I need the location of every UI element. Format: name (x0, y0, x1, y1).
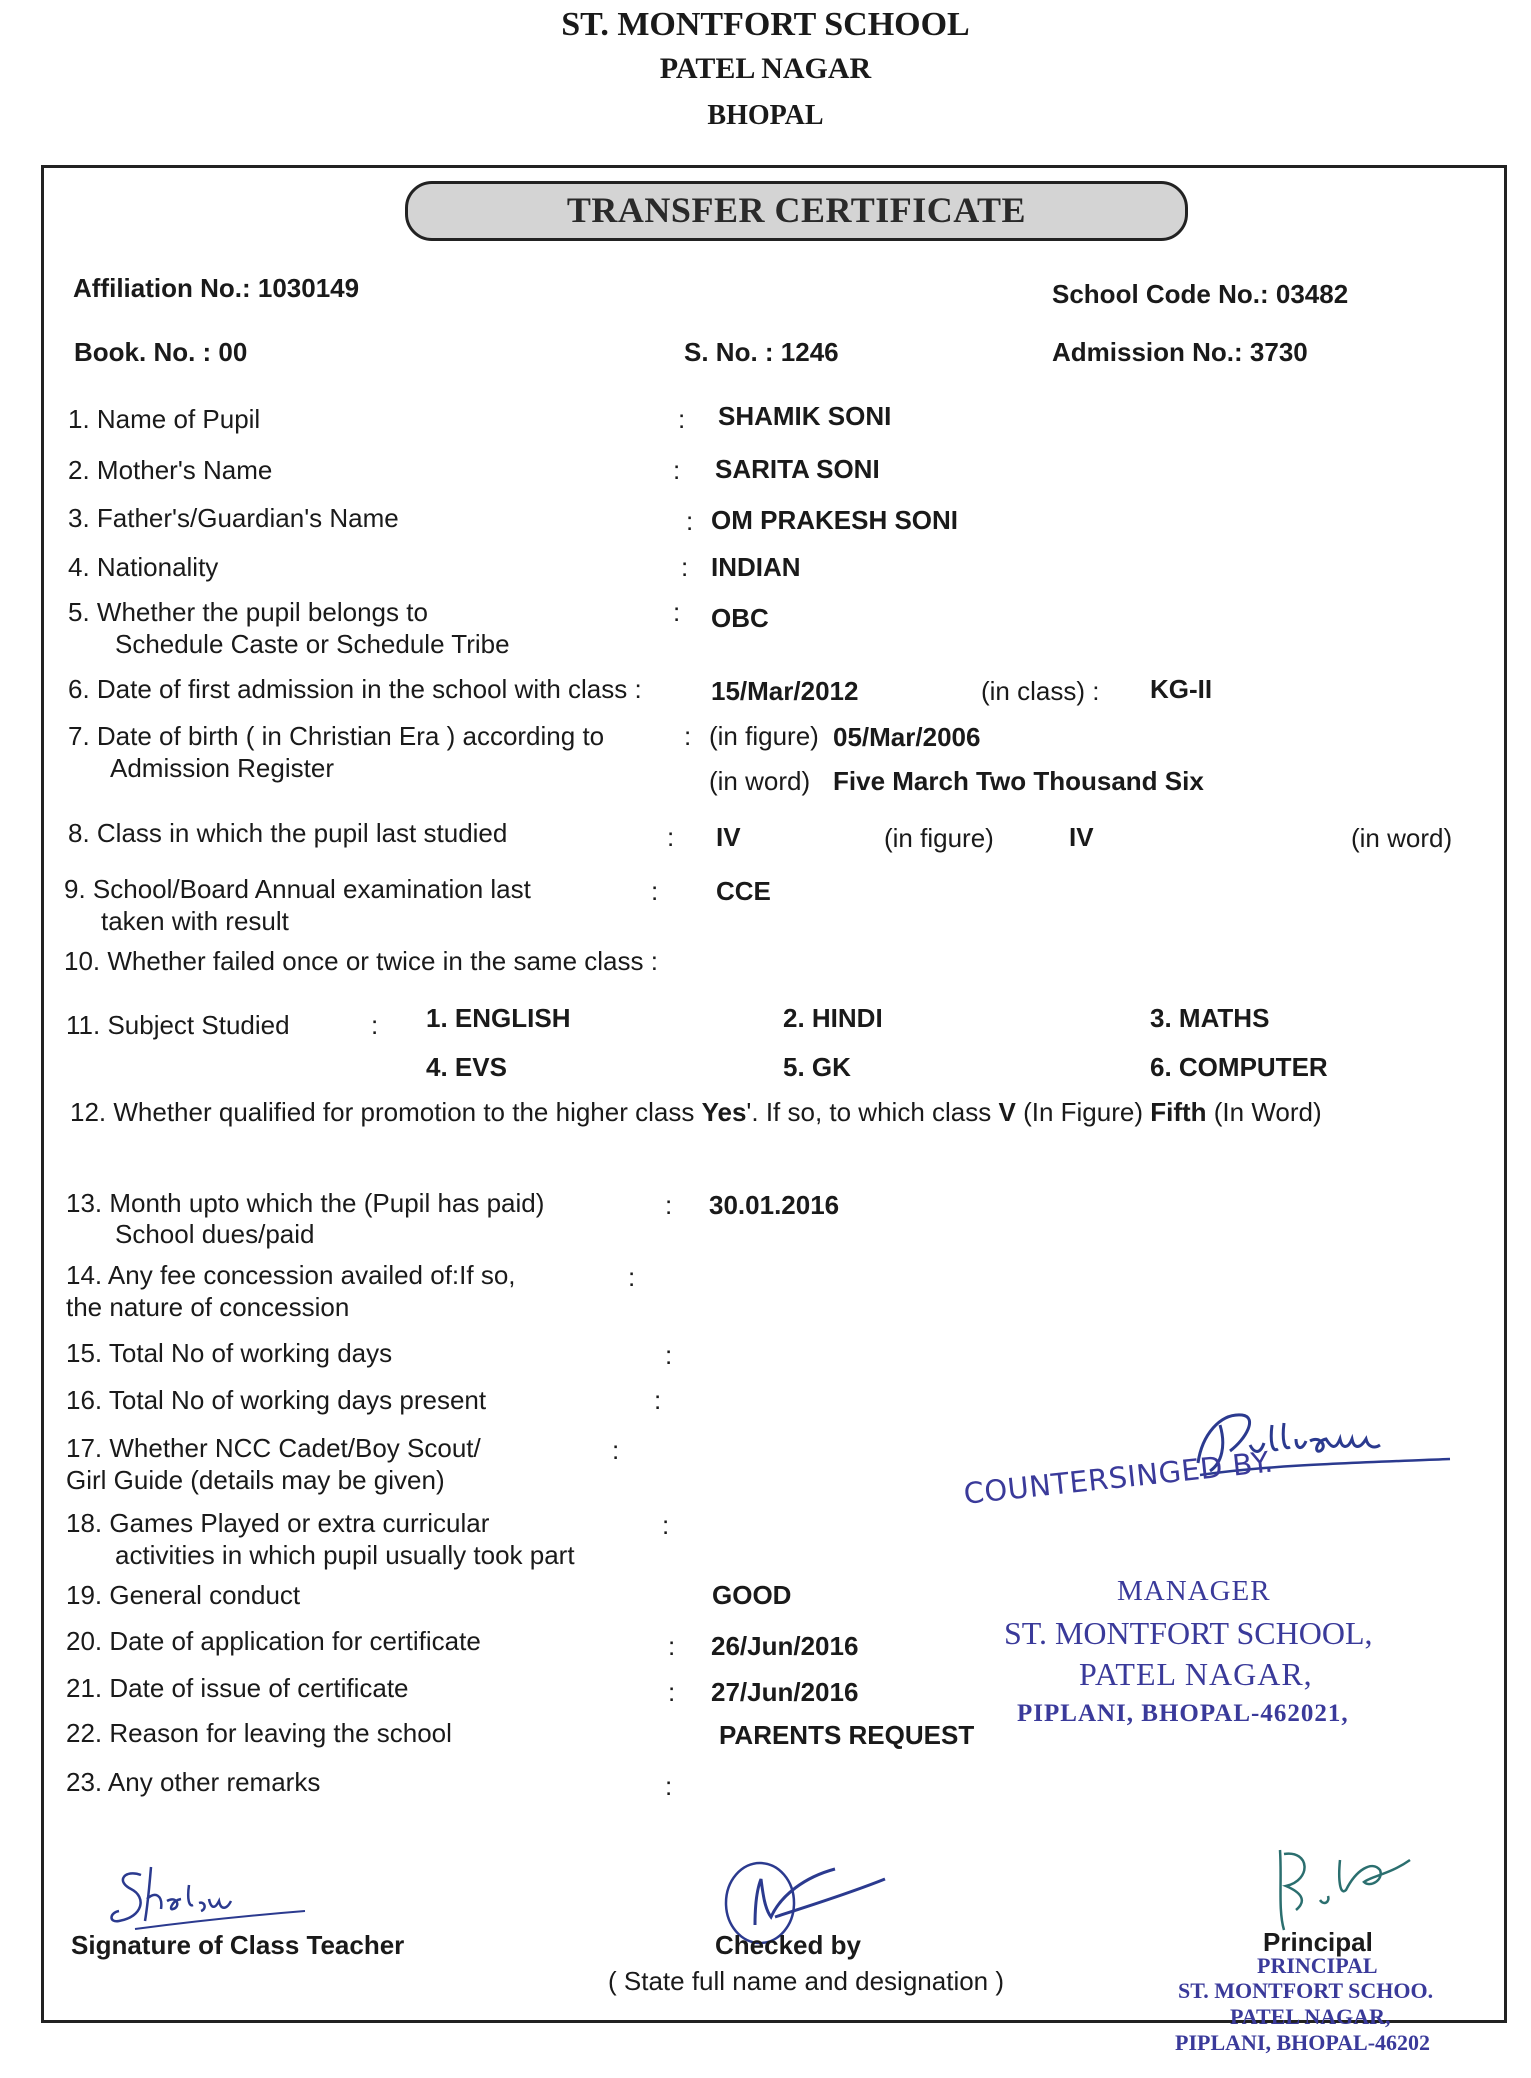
father-name: OM PRAKESH SONI (711, 505, 959, 535)
dob-figure: 05/Mar/2006 (833, 722, 981, 752)
subject-5: 5. GK (783, 1052, 851, 1082)
row-12-text (70, 1097, 1322, 1128)
row-16-colon: : (654, 1385, 662, 1415)
checked-by-label: Checked by (715, 1930, 861, 1960)
principal-signature (1260, 1840, 1420, 1940)
row-15-label: 15. Total No of working days (66, 1338, 393, 1368)
row-12-part-1: 12. Whether qualified for promotion to the higher class (70, 1097, 695, 1127)
affiliation-no: Affiliation No.: 1030149 (73, 273, 360, 303)
row-10-label: 10. Whether failed once or twice in the same class : (64, 946, 658, 976)
last-class-word-label: (in word) (1351, 823, 1453, 853)
row-18-label-1: 18. Games Played or extra curricular (66, 1508, 490, 1538)
serial-no: S. No. : 1246 (684, 337, 839, 367)
school-area: PATEL NAGAR (659, 52, 872, 85)
dob-figure-label: (in figure) (709, 721, 819, 751)
caste-category: OBC (711, 603, 769, 633)
row-17-label-2: Girl Guide (details may be given) (66, 1465, 445, 1495)
subject-4: 4. EVS (426, 1052, 507, 1082)
row-15-colon: : (665, 1340, 673, 1370)
dues-paid-upto: 30.01.2016 (709, 1190, 840, 1220)
row-11-label: 11. Subject Studied (66, 1010, 290, 1040)
promotion-class-word: Fifth (1150, 1097, 1207, 1127)
row-20-label: 20. Date of application for certificate (66, 1626, 481, 1656)
manager-stamp-line-1: MANAGER (1117, 1575, 1271, 1607)
last-class-word: IV (1069, 822, 1094, 852)
row-7-label-2: Admission Register (110, 753, 334, 783)
first-admission-date: 15/Mar/2012 (711, 676, 859, 706)
row-23-label: 23. Any other remarks (66, 1767, 321, 1797)
row-8-label: 8. Class in which the pupil last studied (68, 818, 508, 848)
admission-class: KG-II (1150, 674, 1213, 704)
last-class-figure-label: (in figure) (884, 823, 994, 853)
promotion-class-figure: V (998, 1097, 1016, 1127)
row-7-label-1: 7. Date of birth ( in Christian Era ) according to (68, 721, 605, 751)
subject-1: 1. ENGLISH (426, 1003, 571, 1033)
row-1-label: 1. Name of Pupil (68, 404, 261, 434)
row-5-label-1: 5. Whether the pupil belongs to (68, 597, 428, 627)
principal-label: Principal (1263, 1927, 1373, 1957)
row-9-colon: : (651, 876, 659, 906)
subject-6: 6. COMPUTER (1150, 1052, 1328, 1082)
principal-stamp-line-3: PATEL NAGAR, (1230, 2004, 1391, 2029)
row-8-colon: : (667, 822, 675, 852)
row-7-colon: : (684, 721, 692, 751)
nationality: INDIAN (711, 552, 801, 582)
row-14-label-1: 14. Any fee concession availed of:If so, (66, 1260, 516, 1290)
manager-stamp-line-3: PATEL NAGAR, (1079, 1656, 1313, 1692)
row-22-label: 22. Reason for leaving the school (66, 1718, 452, 1748)
dob-word: Five March Two Thousand Six (833, 766, 1204, 796)
issue-date: 27/Jun/2016 (711, 1677, 859, 1707)
row-5-label-2: Schedule Caste or Schedule Tribe (115, 629, 510, 659)
exam-result: CCE (716, 876, 771, 906)
subject-3: 3. MATHS (1150, 1003, 1270, 1033)
row-11-colon: : (371, 1010, 379, 1040)
class-teacher-label: Signature of Class Teacher (71, 1930, 405, 1960)
mother-name: SARITA SONI (715, 454, 880, 484)
countersigned-stamp: COUNTERSINGED BY. (962, 1444, 1275, 1511)
principal-stamp-line-1: PRINCIPAL (1257, 1953, 1378, 1978)
principal-stamp-line-2: ST. MONTFORT SCHOO. (1178, 1978, 1434, 2003)
row-19-label: 19. General conduct (66, 1580, 301, 1610)
row-14-colon: : (628, 1262, 636, 1292)
application-date: 26/Jun/2016 (711, 1631, 859, 1661)
row-18-colon: : (662, 1510, 670, 1540)
row-9-label-2: taken with result (101, 906, 289, 936)
book-no: Book. No. : 00 (74, 337, 248, 367)
row-23-colon: : (665, 1771, 673, 1801)
row-17-colon: : (612, 1435, 620, 1465)
manager-stamp-line-2: ST. MONTFORT SCHOOL, (1004, 1615, 1373, 1651)
state-name-designation: ( State full name and designation ) (608, 1966, 1005, 1996)
row-6-label: 6. Date of first admission in the school with class : (68, 674, 642, 704)
pupil-name: SHAMIK SONI (718, 401, 892, 431)
row-5-colon: : (673, 597, 681, 627)
last-class-figure: IV (716, 822, 741, 852)
row-21-label: 21. Date of issue of certificate (66, 1673, 409, 1703)
school-code-no: School Code No.: 03482 (1052, 279, 1349, 309)
row-21-colon: : (668, 1677, 676, 1707)
school-city: BHOPAL (707, 100, 824, 131)
certificate-title: TRANSFER CERTIFICATE (405, 181, 1188, 241)
row-16-label: 16. Total No of working days present (66, 1385, 487, 1415)
school-name: ST. MONTFORT SCHOOL (561, 6, 970, 43)
row-14-label-2: the nature of concession (66, 1292, 350, 1322)
row-3-colon: : (686, 506, 694, 536)
row-1-colon: : (678, 404, 686, 434)
row-4-label: 4. Nationality (68, 552, 219, 582)
subject-2: 2. HINDI (783, 1003, 883, 1033)
leaving-reason: PARENTS REQUEST (719, 1720, 975, 1750)
row-13-colon: : (665, 1190, 673, 1220)
principal-stamp-line-4: PIPLANI, BHOPAL-46202 (1175, 2030, 1431, 2055)
in-word-label: (In Word) (1213, 1097, 1322, 1127)
row-4-colon: : (681, 552, 689, 582)
in-figure-label: (In Figure) (1023, 1097, 1143, 1127)
row-9-label-1: 9. School/Board Annual examination last (64, 874, 531, 904)
row-2-colon: : (673, 455, 681, 485)
manager-stamp-line-4: PIPLANI, BHOPAL-462021, (1017, 1700, 1349, 1727)
general-conduct: GOOD (712, 1580, 792, 1610)
row-2-label: 2. Mother's Name (68, 455, 273, 485)
row-12-part-2: '. If so, to which class (746, 1097, 992, 1127)
admission-no: Admission No.: 3730 (1052, 337, 1308, 367)
row-3-label: 3. Father's/Guardian's Name (68, 503, 399, 533)
row-13-label-2: School dues/paid (115, 1219, 315, 1249)
class-teacher-signature (95, 1855, 325, 1935)
row-13-label-1: 13. Month upto which the (Pupil has paid) (66, 1188, 545, 1218)
row-18-label-2: activities in which pupil usually took part (115, 1540, 575, 1570)
row-20-colon: : (668, 1631, 676, 1661)
promotion-answer: Yes (701, 1097, 747, 1127)
row-17-label-1: 17. Whether NCC Cadet/Boy Scout/ (66, 1433, 481, 1463)
in-class-label: (in class) : (981, 676, 1100, 706)
dob-word-label: (in word) (709, 766, 811, 796)
